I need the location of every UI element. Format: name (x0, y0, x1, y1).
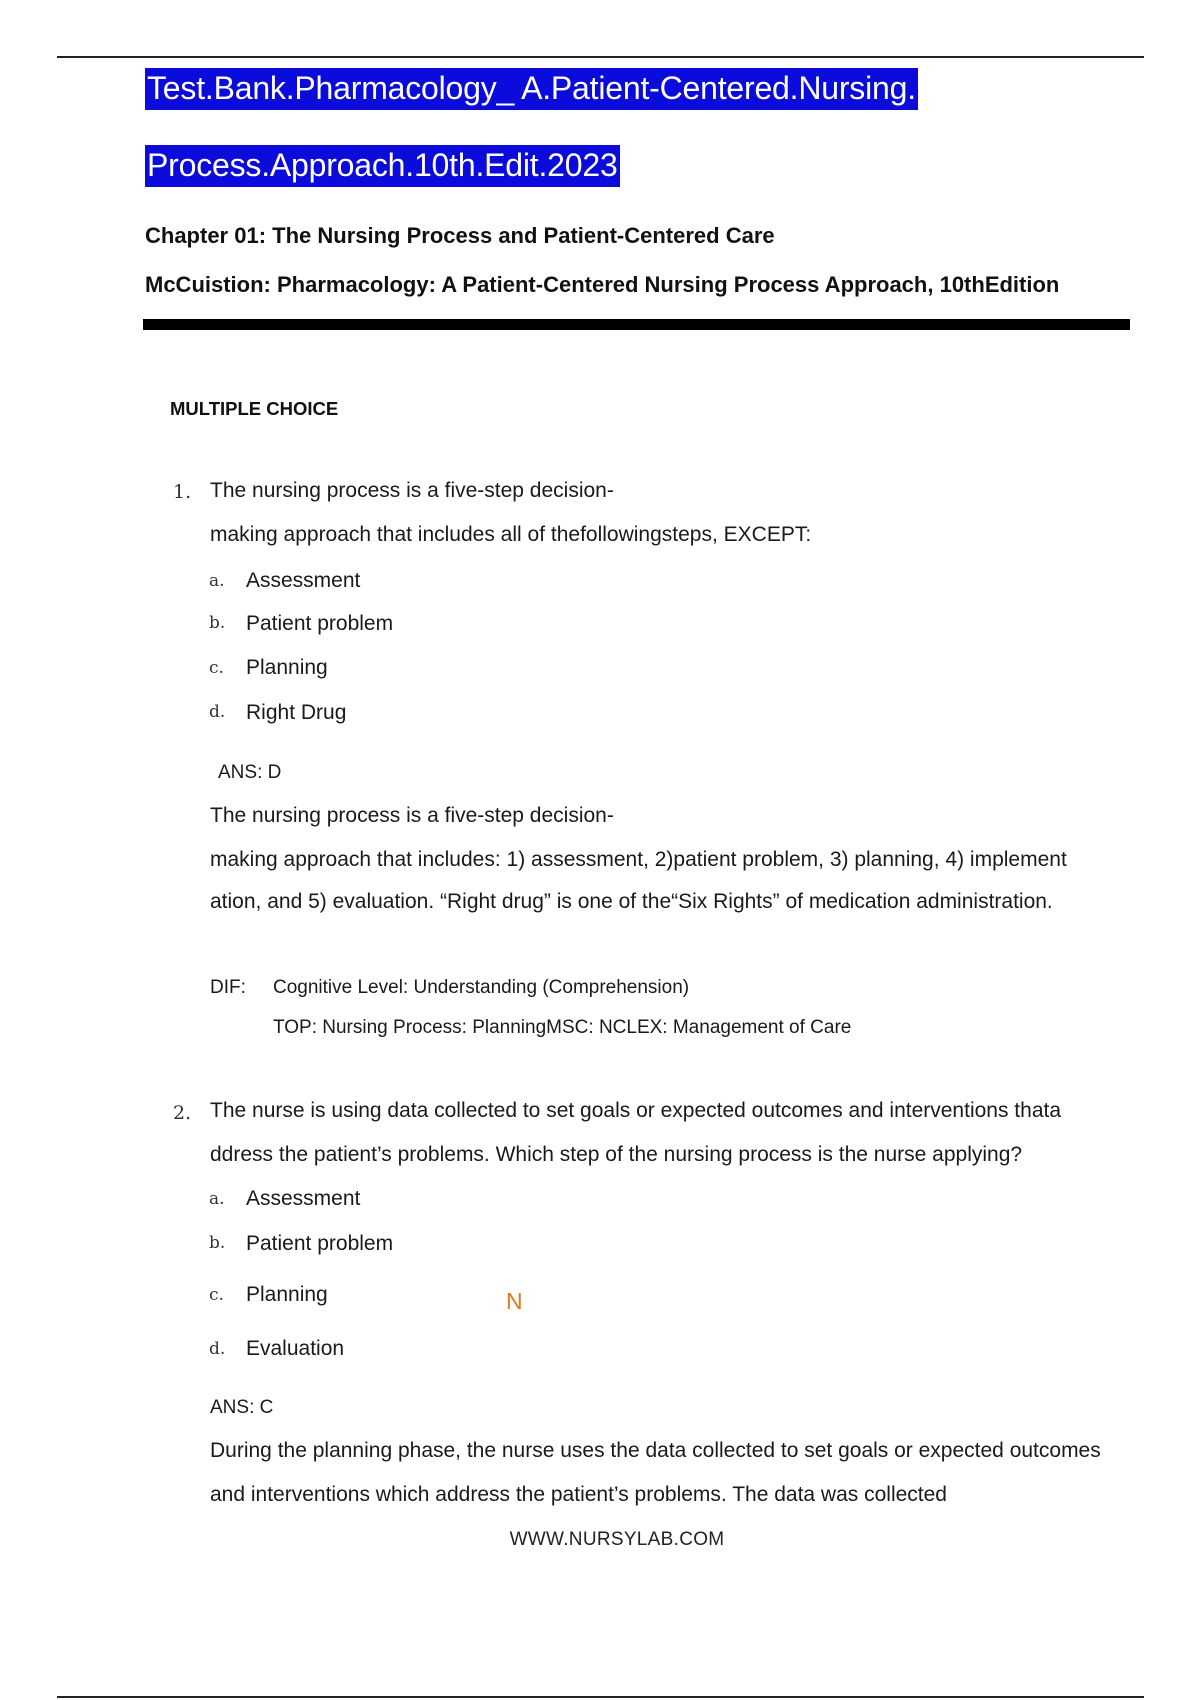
answer: ANS: C (210, 1397, 274, 1418)
option-letter: b. (209, 1233, 226, 1253)
option-letter: c. (209, 658, 224, 678)
option-text: Planning (246, 656, 328, 679)
option-text: Evaluation (246, 1337, 345, 1360)
option-letter: d. (209, 702, 226, 722)
bottom-border (57, 1696, 1144, 1698)
watermark-letter: N (506, 1288, 523, 1314)
question-text-line: ddress the patient’s problems. Which step of the nursing process is the nurse applying? (210, 1143, 1023, 1166)
option-letter: d. (209, 1339, 226, 1359)
rationale-line: making approach that includes: 1) assessment, 2)patient problem, 3) planning, 4) implement (210, 848, 1067, 871)
question-text-line: making approach that includes all of thefollowingsteps, EXCEPT: (210, 523, 812, 546)
option-text: Right Drug (246, 701, 347, 724)
topic-line: TOP: Nursing Process: PlanningMSC: NCLEX: Management of Care (273, 1017, 852, 1038)
option-text: Patient problem (246, 612, 394, 635)
top-border (57, 56, 1144, 58)
option-text: Patient problem (246, 1232, 394, 1255)
difficulty-value: Cognitive Level: Understanding (Comprehension) (273, 977, 690, 998)
title-line-1: Test.Bank.Pharmacology_ A.Patient-Centered.Nursing. (145, 70, 918, 107)
rationale-line: The nursing process is a five-step decision- (210, 804, 614, 827)
difficulty-label: DIF: (210, 977, 246, 998)
question-number: 1. (173, 481, 192, 503)
option-text: Assessment (246, 1187, 361, 1210)
option-letter: c. (209, 1285, 224, 1305)
option-text: Planning (246, 1283, 328, 1306)
section-title: MULTIPLE CHOICE (170, 398, 339, 419)
rationale-line: and interventions which address the patient’s problems. The data was collected (210, 1483, 947, 1506)
rationale-line: ation, and 5) evaluation. “Right drug” is one of the“Six Rights” of medication administration. (210, 890, 1053, 913)
option-letter: a. (209, 1189, 225, 1209)
chapter-title: Chapter 01: The Nursing Process and Patient-Centered Care (145, 223, 775, 248)
rationale-line: During the planning phase, the nurse uses the data collected to set goals or expected outcomes (210, 1439, 1101, 1462)
question-number: 2. (173, 1102, 192, 1124)
option-text: Assessment (246, 569, 361, 592)
option-letter: a. (209, 571, 225, 591)
question-text-line: The nursing process is a five-step decision- (210, 479, 614, 502)
option-letter: b. (209, 613, 226, 633)
question-text-line: The nurse is using data collected to set goals or expected outcomes and interventions thata (210, 1099, 1062, 1122)
header-divider (143, 319, 1130, 330)
answer: ANS: D (218, 762, 282, 783)
title-line-2: Process.Approach.10th.Edit.2023 (145, 147, 620, 184)
footer-url: WWW.NURSYLAB.COM (509, 1529, 725, 1550)
book-title: McCuistion: Pharmacology: A Patient-Centered Nursing Process Approach, 10thEdition (145, 272, 1060, 297)
